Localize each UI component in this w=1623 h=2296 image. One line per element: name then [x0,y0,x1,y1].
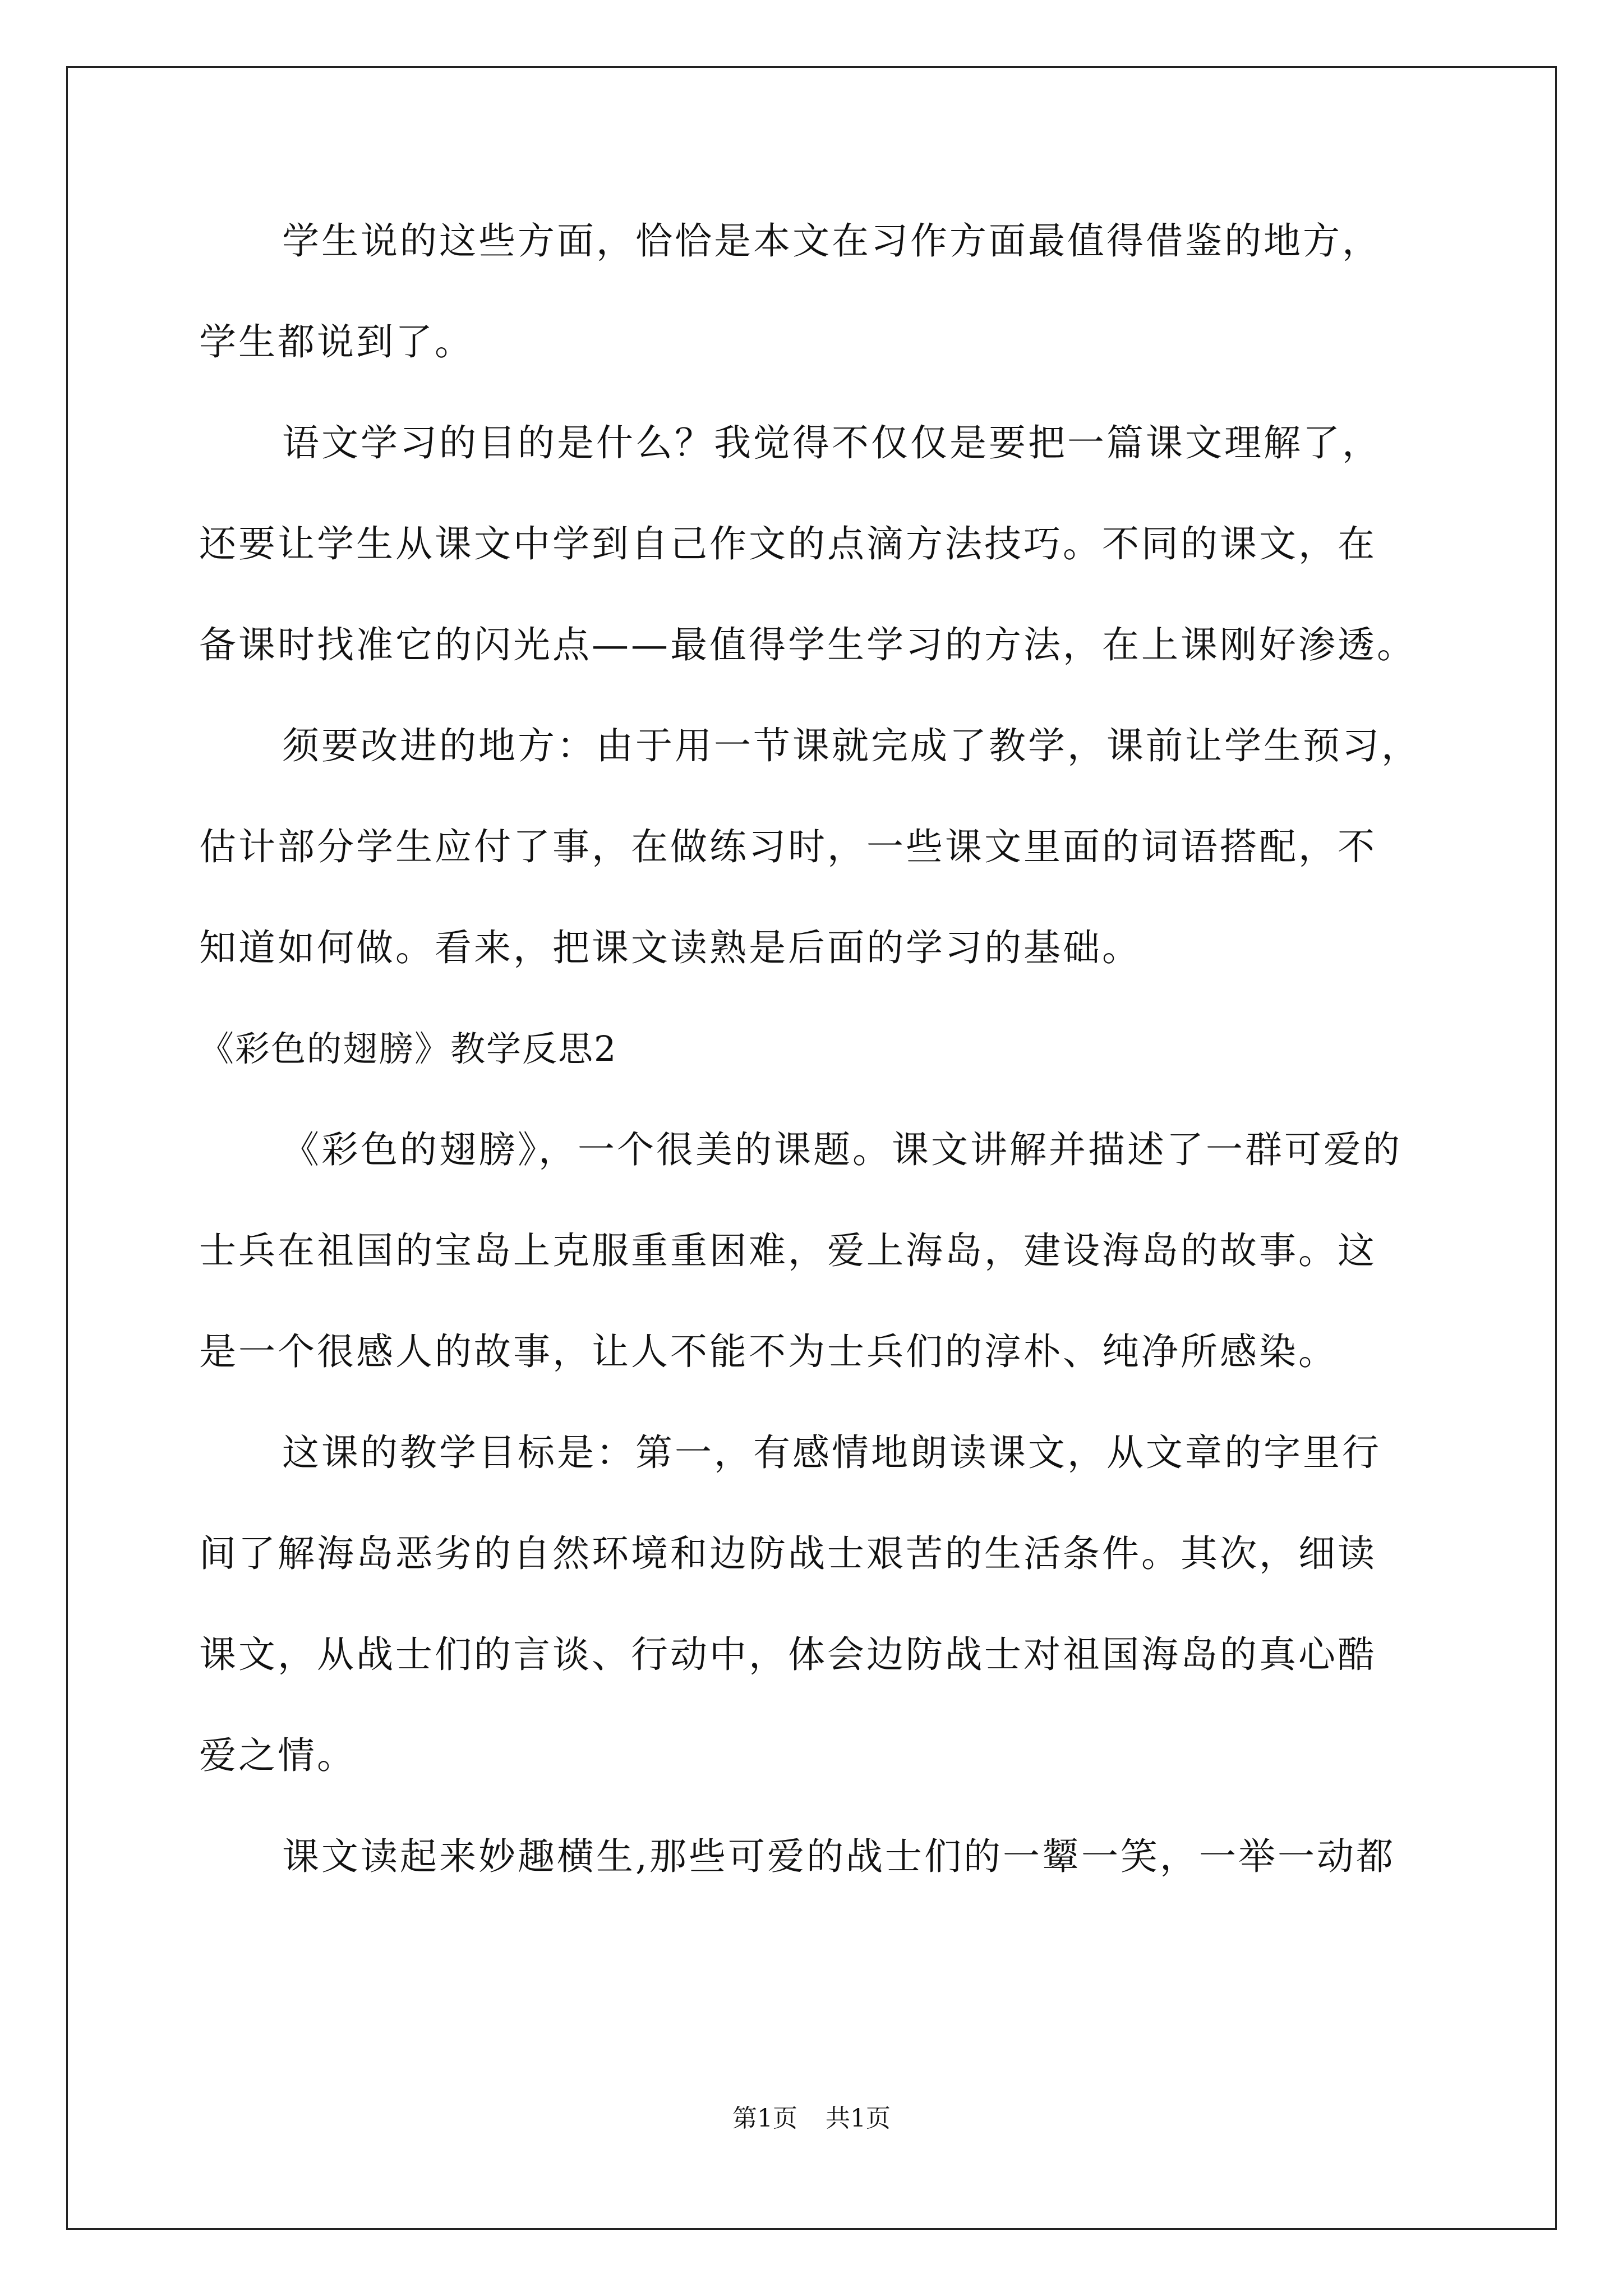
paragraph-line: 估计部分学生应付了事，在做练习时，一些课文里面的词语搭配，不 [199,825,1377,868]
paragraph-line: 间了解海岛恶劣的自然环境和边防战士艰苦的生活条件。其次，细读 [199,1532,1377,1575]
page-total: 共1页 [826,2104,891,2133]
paragraph-line: 是一个很感人的故事，让人不能不为士兵们的淳朴、纯净所感染。 [199,1330,1338,1373]
paragraph-line: 还要让学生从课文中学到自己作文的点滴方法技巧。不同的课文，在 [199,522,1377,565]
paragraph-line: 士兵在祖国的宝岛上克服重重困难，爱上海岛，建设海岛的故事。这 [199,1229,1377,1272]
paragraph-line: 课文读起来妙趣横生,那些可爱的战士们的一颦一笑，一举一动都 [282,1835,1395,1878]
paragraph-line: 课文，从战士们的言谈、行动中，体会边防战士对祖国海岛的真心酷 [199,1633,1377,1676]
page-number: 第1页 [732,2104,797,2133]
paragraph-line: 这课的教学目标是：第一，有感情地朗读课文，从文章的字里行 [282,1431,1381,1474]
paragraph-line: 须要改进的地方：由于用一节课就完成了教学，课前让学生预习， [282,724,1421,767]
section-title: 《彩色的翅膀》教学反思2 [199,1028,617,1069]
paragraph-line: 爱之情。 [199,1734,356,1777]
paragraph-line: 语文学习的目的是什么？我觉得不仅仅是要把一篇课文理解了， [282,421,1381,464]
paragraph-line: 《彩色的翅膀》，一个很美的课题。课文讲解并描述了一群可爱的 [282,1128,1402,1171]
paragraph-line: 知道如何做。看来，把课文读熟是后面的学习的基础。 [199,926,1141,969]
page-footer [0,2098,1623,2134]
paragraph-line: 学生都说到了。 [199,320,474,364]
paragraph-line: 学生说的这些方面，恰恰是本文在习作方面最值得借鉴的地方， [282,219,1381,263]
paragraph-line: 备课时找准它的闪光点——最值得学生学习的方法，在上课刚好渗透。 [199,623,1416,666]
